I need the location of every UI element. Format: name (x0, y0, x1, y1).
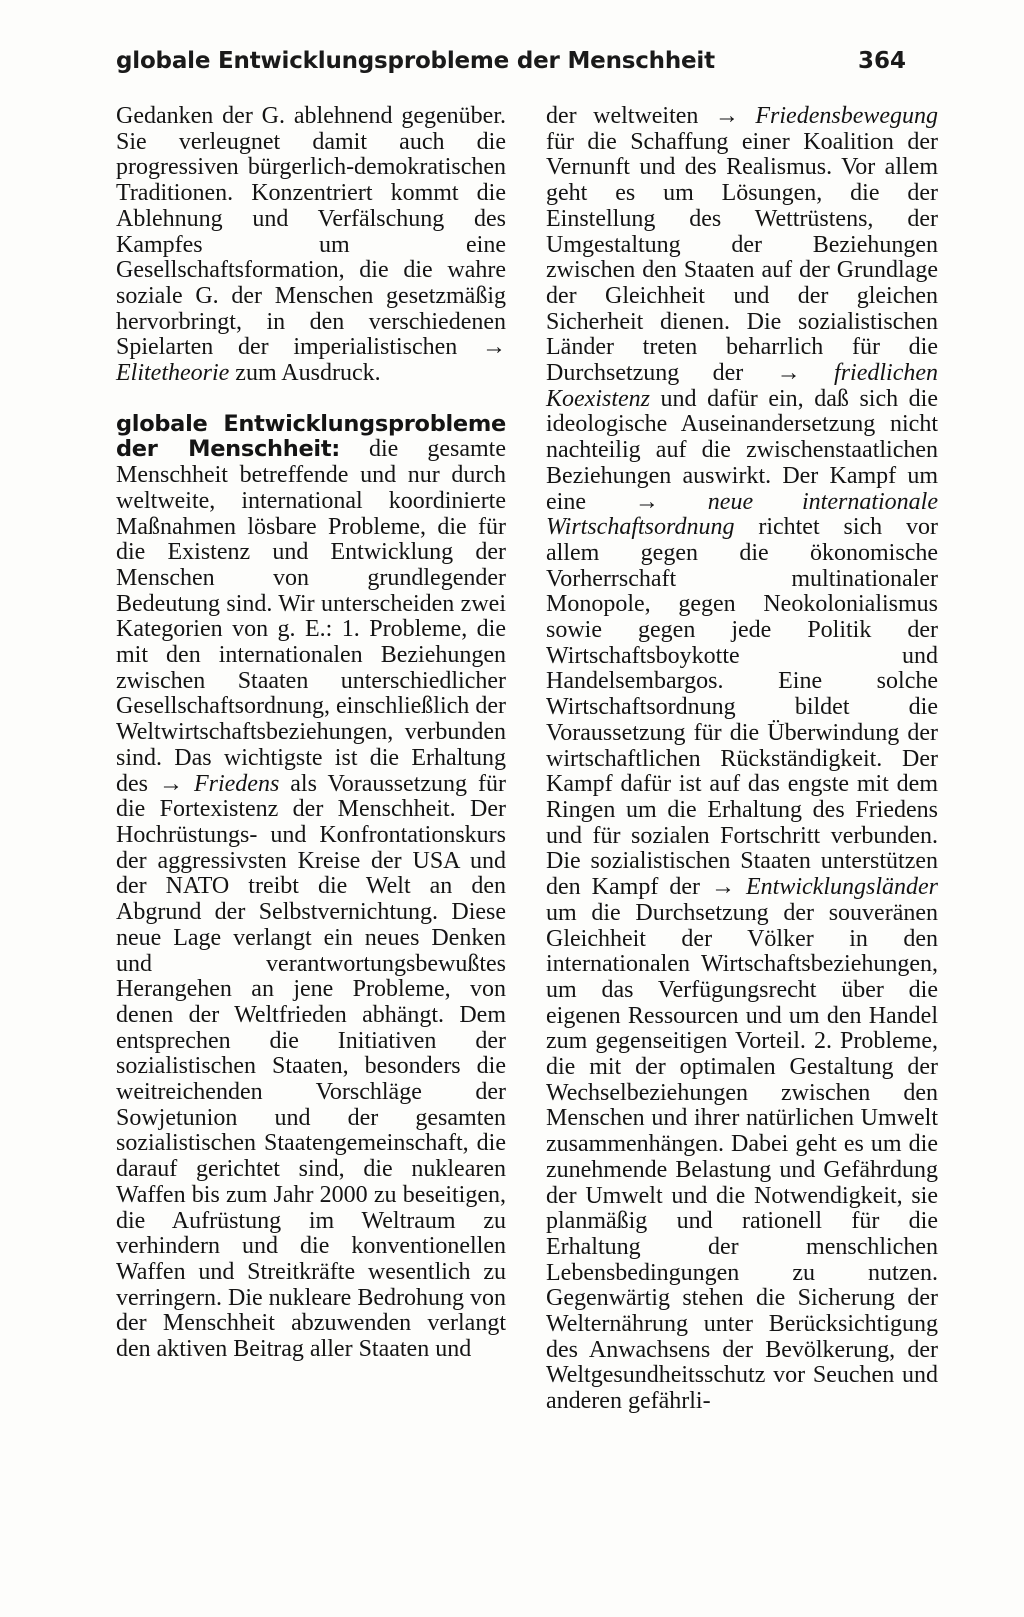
cross-reference-friedens: Friedens (193, 770, 280, 797)
cross-reference-arrow: → (482, 334, 506, 361)
paragraph-gap (116, 387, 506, 412)
body-text: zum Ausdruck. (229, 360, 381, 387)
cross-reference-arrow: → (776, 360, 801, 387)
cross-reference-friedensbewegung: Friedensbewegung (755, 103, 939, 129)
body-text: die gesamte Menschheit betreffende und nur durch weltweite, international koordinierte Maßnahmen lösbare Probleme, die für die Existenz und Entwicklung der Menschen von grundlegender Bedeutung sind. Wir unterscheiden zwei Kategorien von g. E.: 1. Probleme, die mit den internationalen Beziehungen zwischen Staaten unterschiedlicher Gesellschaftsordnung, einschließlich der Weltwirtschaftsbeziehungen, verbunden sind. Das wichtigste ist die Erhaltung des (116, 436, 506, 797)
running-head: globale Entwicklungsprobleme der Menschheit (116, 48, 715, 74)
right-column (546, 104, 938, 1415)
previous-entry-continuation (116, 104, 506, 387)
entry-continuation (546, 104, 938, 1415)
page-number: 364 (858, 48, 907, 74)
entry-globale-entwicklungsprobleme (116, 412, 506, 1363)
body-text: der weltweiten (546, 103, 715, 129)
cross-reference-arrow: → (714, 103, 739, 129)
cross-reference-entwicklungslaender: Entwicklungsländer (746, 874, 938, 901)
cross-reference-arrow: → (711, 874, 735, 901)
body-text: richtet sich vor allem gegen die ökonomische Vorherrschaft multinationaler Monopole, gegen Neokolonialismus sowie gegen jede Politik der Wirtschaftsboykotte und Handelsembargos. Eine solche Wirtschaftsordnung bildet die Voraussetzung für die Überwindung der wirtschaftlichen Rückständigkeit. Der Kampf dafür ist auf das engste mit dem Ringen um die Erhaltung des Friedens und für sozialen Fortschritt verbunden. Die sozialistischen Staaten unterstützen den Kampf der (546, 514, 938, 901)
left-column (116, 104, 506, 1363)
body-text: für die Schaffung einer Koalition der Vernunft und des Realismus. Vor allem geht es um Lösungen, die der Einstellung des Wettrüstens, der Umgestaltung der Beziehungen zwischen den Staaten auf der Grundlage der Gleichheit und der gleichen Sicherheit dienen. Die sozialistischen Länder treten beharrlich für die Durchsetzung der (546, 128, 938, 387)
body-text: als Voraussetzung für die Fortexistenz der Menschheit. Der Hochrüstungs- und Konfrontationskurs der aggressivsten Kreise der USA und der NATO treibt die Welt an den Abgrund der Selbstvernichtung. Diese neue Lage verlangt ein neues Denken und verantwortungsbewußtes Herangehen an jene Probleme, von denen der Weltfrieden abhängt. Dem entsprechen die Initiativen der sozialistischen Staaten, besonders die weitreichenden Vorschläge der Sowjetunion und der gesamten sozialistischen Staatengemeinschaft, die darauf gerichtet sind, die nuklearen Waffen bis zum Jahr 2000 zu beseitigen, die Aufrüstung im Weltraum zu verhindern und die konventionellen Waffen und Streitkräfte wesentlich zu verringern. Die nukleare Bedrohung von der Menschheit abzuwenden verlangt den aktiven Beitrag aller Staaten und (116, 770, 507, 1363)
entry-headword: globale Entwicklungsprobleme der Menschheit: (116, 410, 506, 463)
cross-reference-arrow: → (634, 488, 659, 515)
cross-reference-arrow: → (158, 770, 183, 797)
cross-reference-koexistenz: friedlichen Koexistenz (546, 360, 939, 412)
body-text: um die Durchsetzung der souveränen Gleichheit der Völker in den internationalen Wirtschaftsbeziehungen, um das Verfügungsrecht über die eigenen Ressourcen und um den Handel zum gegenseitigen Vorteil. 2. Probleme, die mit der optimalen Gestaltung der Wechselbeziehungen zwischen den Menschen und ihrer natürlichen Umwelt zusammenhängen. Dabei geht es um die zunehmende Belastung und Gefährdung der Umwelt und die Notwendigkeit, sie planmäßig und rationell für die Erhaltung der menschlichen Lebensbedingungen zu nutzen. Gegenwärtig stehen die Sicherung der Welternährung unter Berücksichtigung des Anwachsens der Bevölkerung, der Weltgesundheitsschutz vor Seuchen und anderen gefährli- (546, 899, 938, 1415)
body-text: und dafür ein, daß sich die ideologische Auseinandersetzung nicht nachteilig auf die zwischenstaatlichen Beziehungen auswirkt. Der Kampf um eine (546, 385, 938, 515)
body-text: Gedanken der G. ablehnend gegenüber. Sie verleugnet damit auch die progressiven bürgerlich-demokratischen Traditionen. Konzentriert kommt die Ablehnung und Verfälschung des Kampfes um eine Gesellschaftsformation, die die wahre soziale G. der Menschen gesetzmäßig hervorbringt, in den verschiedenen Spielarten der imperialistischen (116, 103, 506, 361)
cross-reference-wirtschaftsordnung: neue internationale Wirtschaftsordnung (546, 488, 938, 541)
cross-reference-elitetheorie: Elitetheorie (116, 360, 230, 387)
